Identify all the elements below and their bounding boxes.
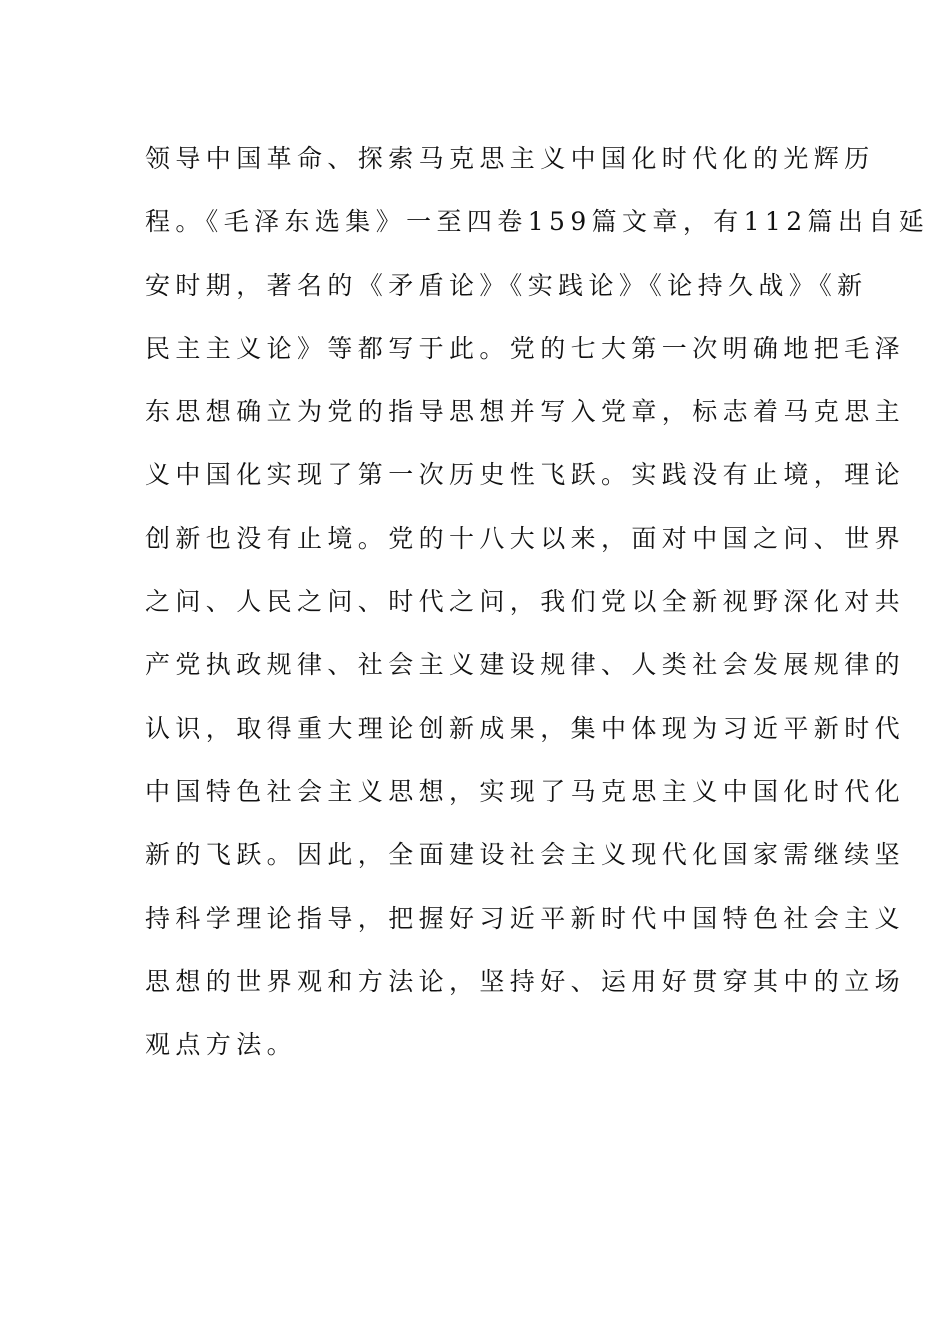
text-line: 中国特色社会主义思想，实现了马克思主义中国化时代化 bbox=[145, 776, 906, 806]
text-line: 义中国化实现了第一次历史性飞跃。实践没有止境，理论 bbox=[145, 460, 906, 490]
text-line: 思想的世界观和方法论，坚持好、运用好贯穿其中的立场 bbox=[145, 966, 906, 996]
text-line: 安时期，著名的《矛盾论》《实践论》《论持久战》《新 bbox=[145, 270, 868, 300]
text-line: 之问、人民之问、时代之问，我们党以全新视野深化对共 bbox=[145, 587, 906, 617]
text-line: 创新也没有止境。党的十八大以来，面对中国之问、世界 bbox=[145, 523, 906, 553]
text-line: 东思想确立为党的指导思想并写入党章，标志着马克思主 bbox=[145, 397, 906, 427]
text-line: 观点方法。 bbox=[145, 1030, 298, 1060]
text-line: 民主主义论》等都写于此。党的七大第一次明确地把毛泽 bbox=[145, 333, 906, 363]
text-line: 持科学理论指导，把握好习近平新时代中国特色社会主义 bbox=[145, 903, 906, 933]
text-line: 认识，取得重大理论创新成果，集中体现为习近平新时代 bbox=[145, 713, 906, 743]
text-line: 领导中国革命、探索马克思主义中国化时代化的光辉历 bbox=[145, 144, 875, 173]
text-line: 程。《毛泽东选集》一至四卷159篇文章，有112篇出自延 bbox=[145, 207, 930, 237]
text-line: 产党执政规律、社会主义建设规律、人类社会发展规律的 bbox=[145, 650, 906, 680]
body-paragraph bbox=[145, 134, 930, 1083]
text-line: 新的飞跃。因此，全面建设社会主义现代化国家需继续坚 bbox=[145, 840, 906, 870]
